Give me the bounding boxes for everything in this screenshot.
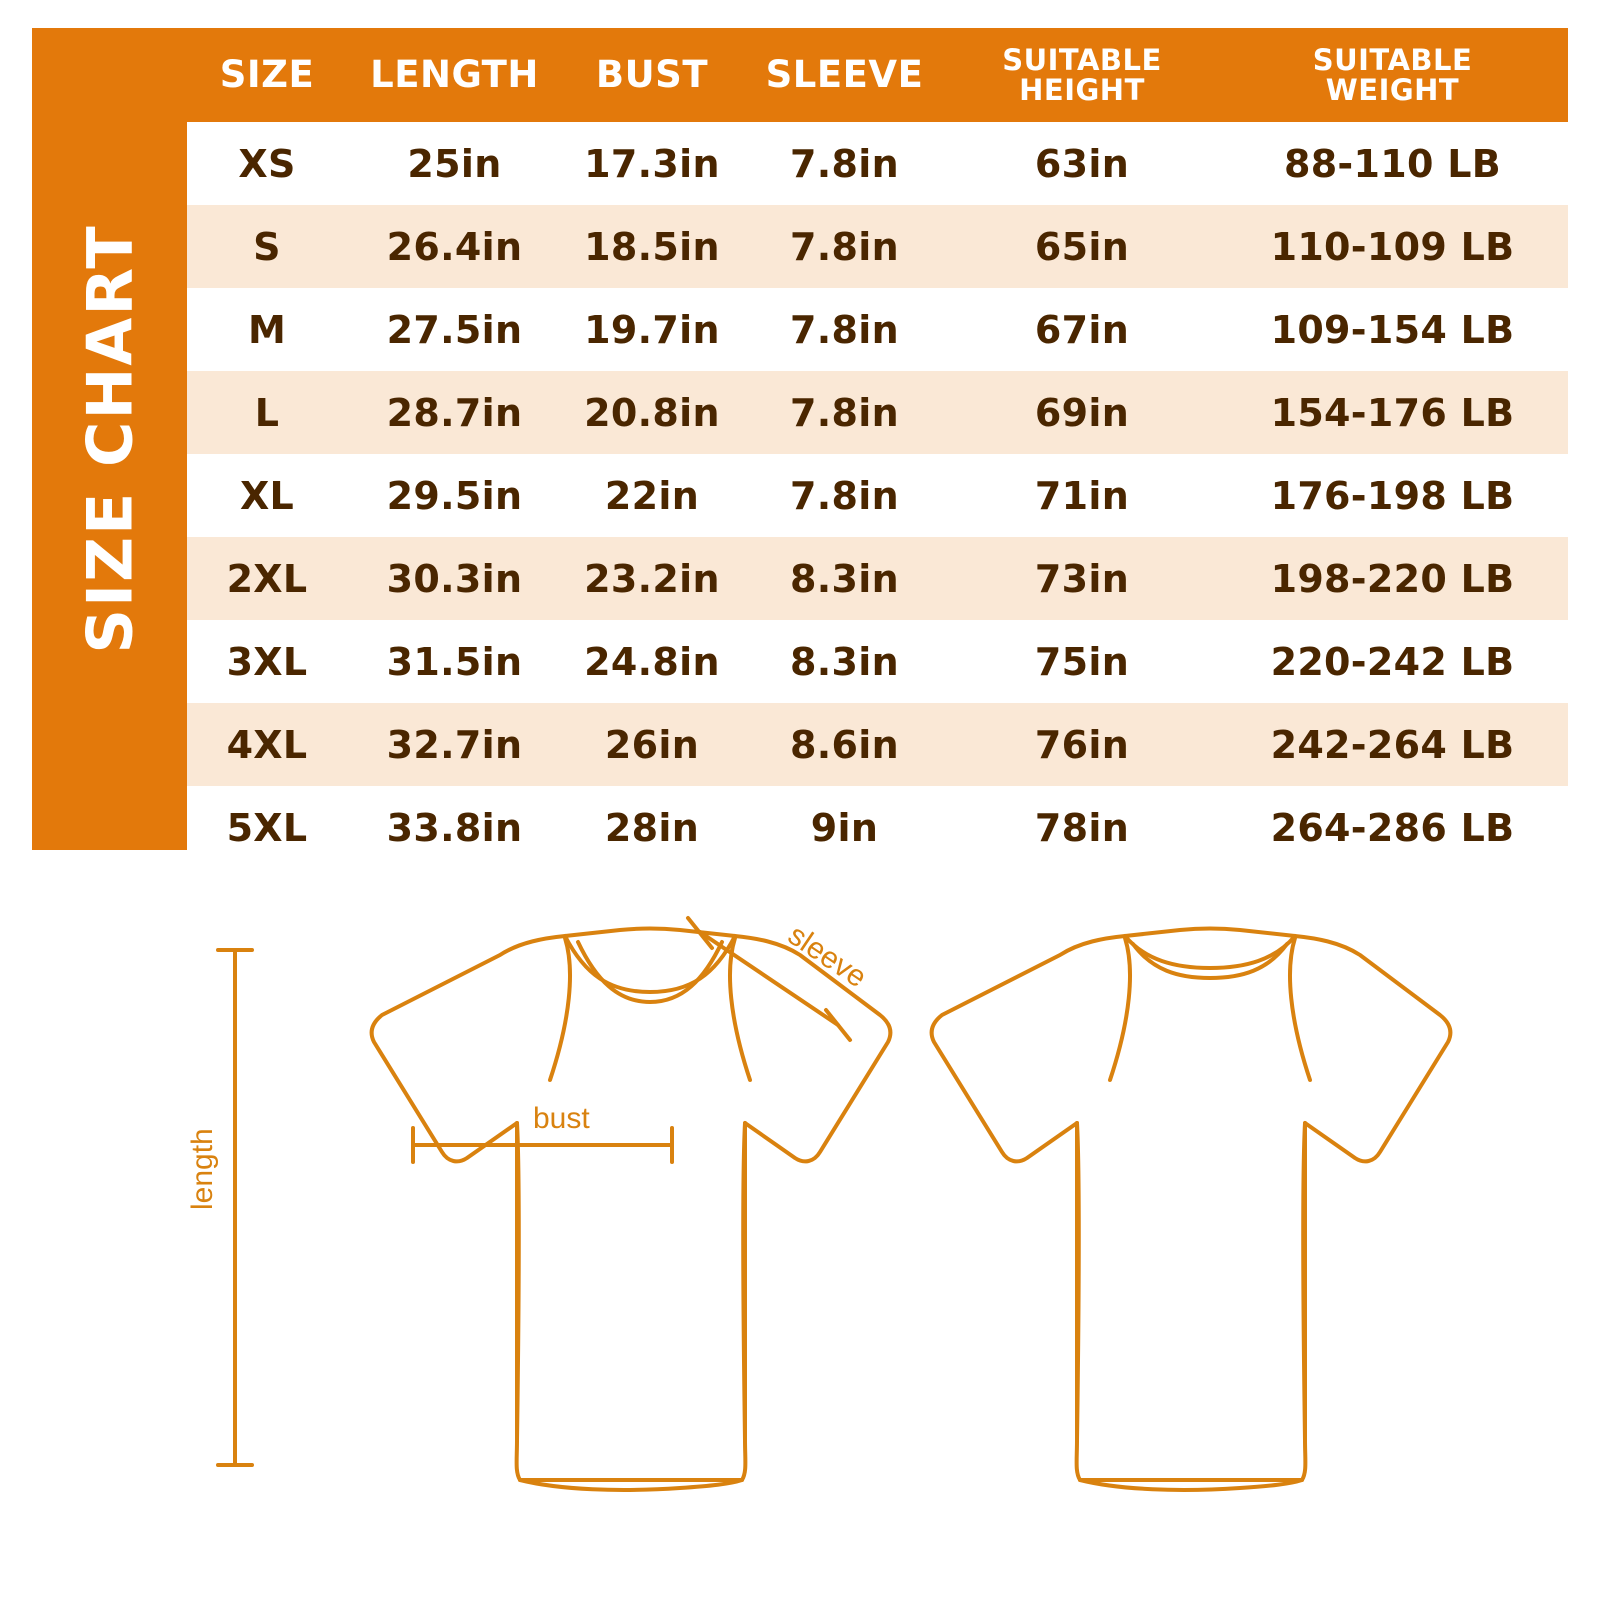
cell-weight: 110-109 LB [1217,205,1568,288]
column-header-suitable-height [947,28,1217,122]
cell-height: 75in [947,620,1217,703]
tshirt-front-outline [372,929,891,1490]
cell-length: 32.7in [347,703,562,786]
cell-length: 28.7in [347,371,562,454]
size-table [187,28,1568,869]
chart-side-title [32,28,187,850]
cell-size: 2XL [187,537,347,620]
table-row [187,703,1568,786]
cell-length: 26.4in [347,205,562,288]
cell-height: 73in [947,537,1217,620]
cell-weight: 198-220 LB [1217,537,1568,620]
cell-sleeve: 7.8in [742,371,947,454]
column-header-size: SIZE [219,52,315,96]
tshirt-measurement-diagram [0,880,1600,1580]
cell-bust: 18.5in [562,205,742,288]
cell-height: 69in [947,371,1217,454]
cell-sleeve: 9in [742,786,947,869]
header-line-1: SUITABLE [1002,42,1162,77]
table-row [187,122,1568,205]
cell-bust: 20.8in [562,371,742,454]
cell-weight: 264-286 LB [1217,786,1568,869]
cell-sleeve: 7.8in [742,122,947,205]
page-title: SIZE CHART [73,224,146,654]
cell-bust: 23.2in [562,537,742,620]
table-row [187,537,1568,620]
cell-bust: 19.7in [562,288,742,371]
cell-size: 5XL [187,786,347,869]
cell-sleeve: 7.8in [742,454,947,537]
cell-height: 67in [947,288,1217,371]
cell-size: L [187,371,347,454]
size-chart-panel [32,28,1568,850]
cell-length: 29.5in [347,454,562,537]
cell-height: 71in [947,454,1217,537]
cell-size: 3XL [187,620,347,703]
size-table-area [187,28,1568,850]
table-row [187,620,1568,703]
table-row [187,288,1568,371]
cell-sleeve: 7.8in [742,205,947,288]
cell-size: XS [187,122,347,205]
cell-bust: 26in [562,703,742,786]
cell-height: 65in [947,205,1217,288]
cell-sleeve: 8.3in [742,537,947,620]
table-row [187,205,1568,288]
cell-size: 4XL [187,703,347,786]
cell-weight: 88-110 LB [1217,122,1568,205]
cell-size: M [187,288,347,371]
cell-height: 78in [947,786,1217,869]
table-row [187,786,1568,869]
length-measure-line [218,950,252,1465]
column-header-bust: BUST [595,52,709,96]
cell-length: 31.5in [347,620,562,703]
cell-bust: 28in [562,786,742,869]
table-row [187,454,1568,537]
cell-weight: 154-176 LB [1217,371,1568,454]
cell-weight: 109-154 LB [1217,288,1568,371]
header-line-1: SUITABLE [1312,42,1473,77]
cell-weight: 242-264 LB [1217,703,1568,786]
cell-bust: 22in [562,454,742,537]
sleeve-label: sleeve [782,918,873,995]
table-row [187,371,1568,454]
cell-bust: 17.3in [562,122,742,205]
cell-sleeve: 7.8in [742,288,947,371]
cell-length: 33.8in [347,786,562,869]
cell-length: 27.5in [347,288,562,371]
cell-weight: 220-242 LB [1217,620,1568,703]
column-header-length: LENGTH [370,52,539,96]
cell-length: 30.3in [347,537,562,620]
cell-bust: 24.8in [562,620,742,703]
header-line-2: WEIGHT [1325,73,1460,107]
cell-height: 76in [947,703,1217,786]
cell-height: 63in [947,122,1217,205]
cell-weight: 176-198 LB [1217,454,1568,537]
cell-sleeve: 8.3in [742,620,947,703]
column-header-sleeve: SLEEVE [765,52,924,96]
cell-sleeve: 8.6in [742,703,947,786]
cell-length: 25in [347,122,562,205]
tshirt-back-outline [932,929,1451,1490]
bust-label: bust [533,1102,590,1135]
cell-size: S [187,205,347,288]
table-header-row [187,28,1568,122]
cell-size: XL [187,454,347,537]
column-header-suitable-weight [1217,28,1568,122]
header-line-2: HEIGHT [1019,73,1145,107]
length-label: length [186,1128,219,1210]
